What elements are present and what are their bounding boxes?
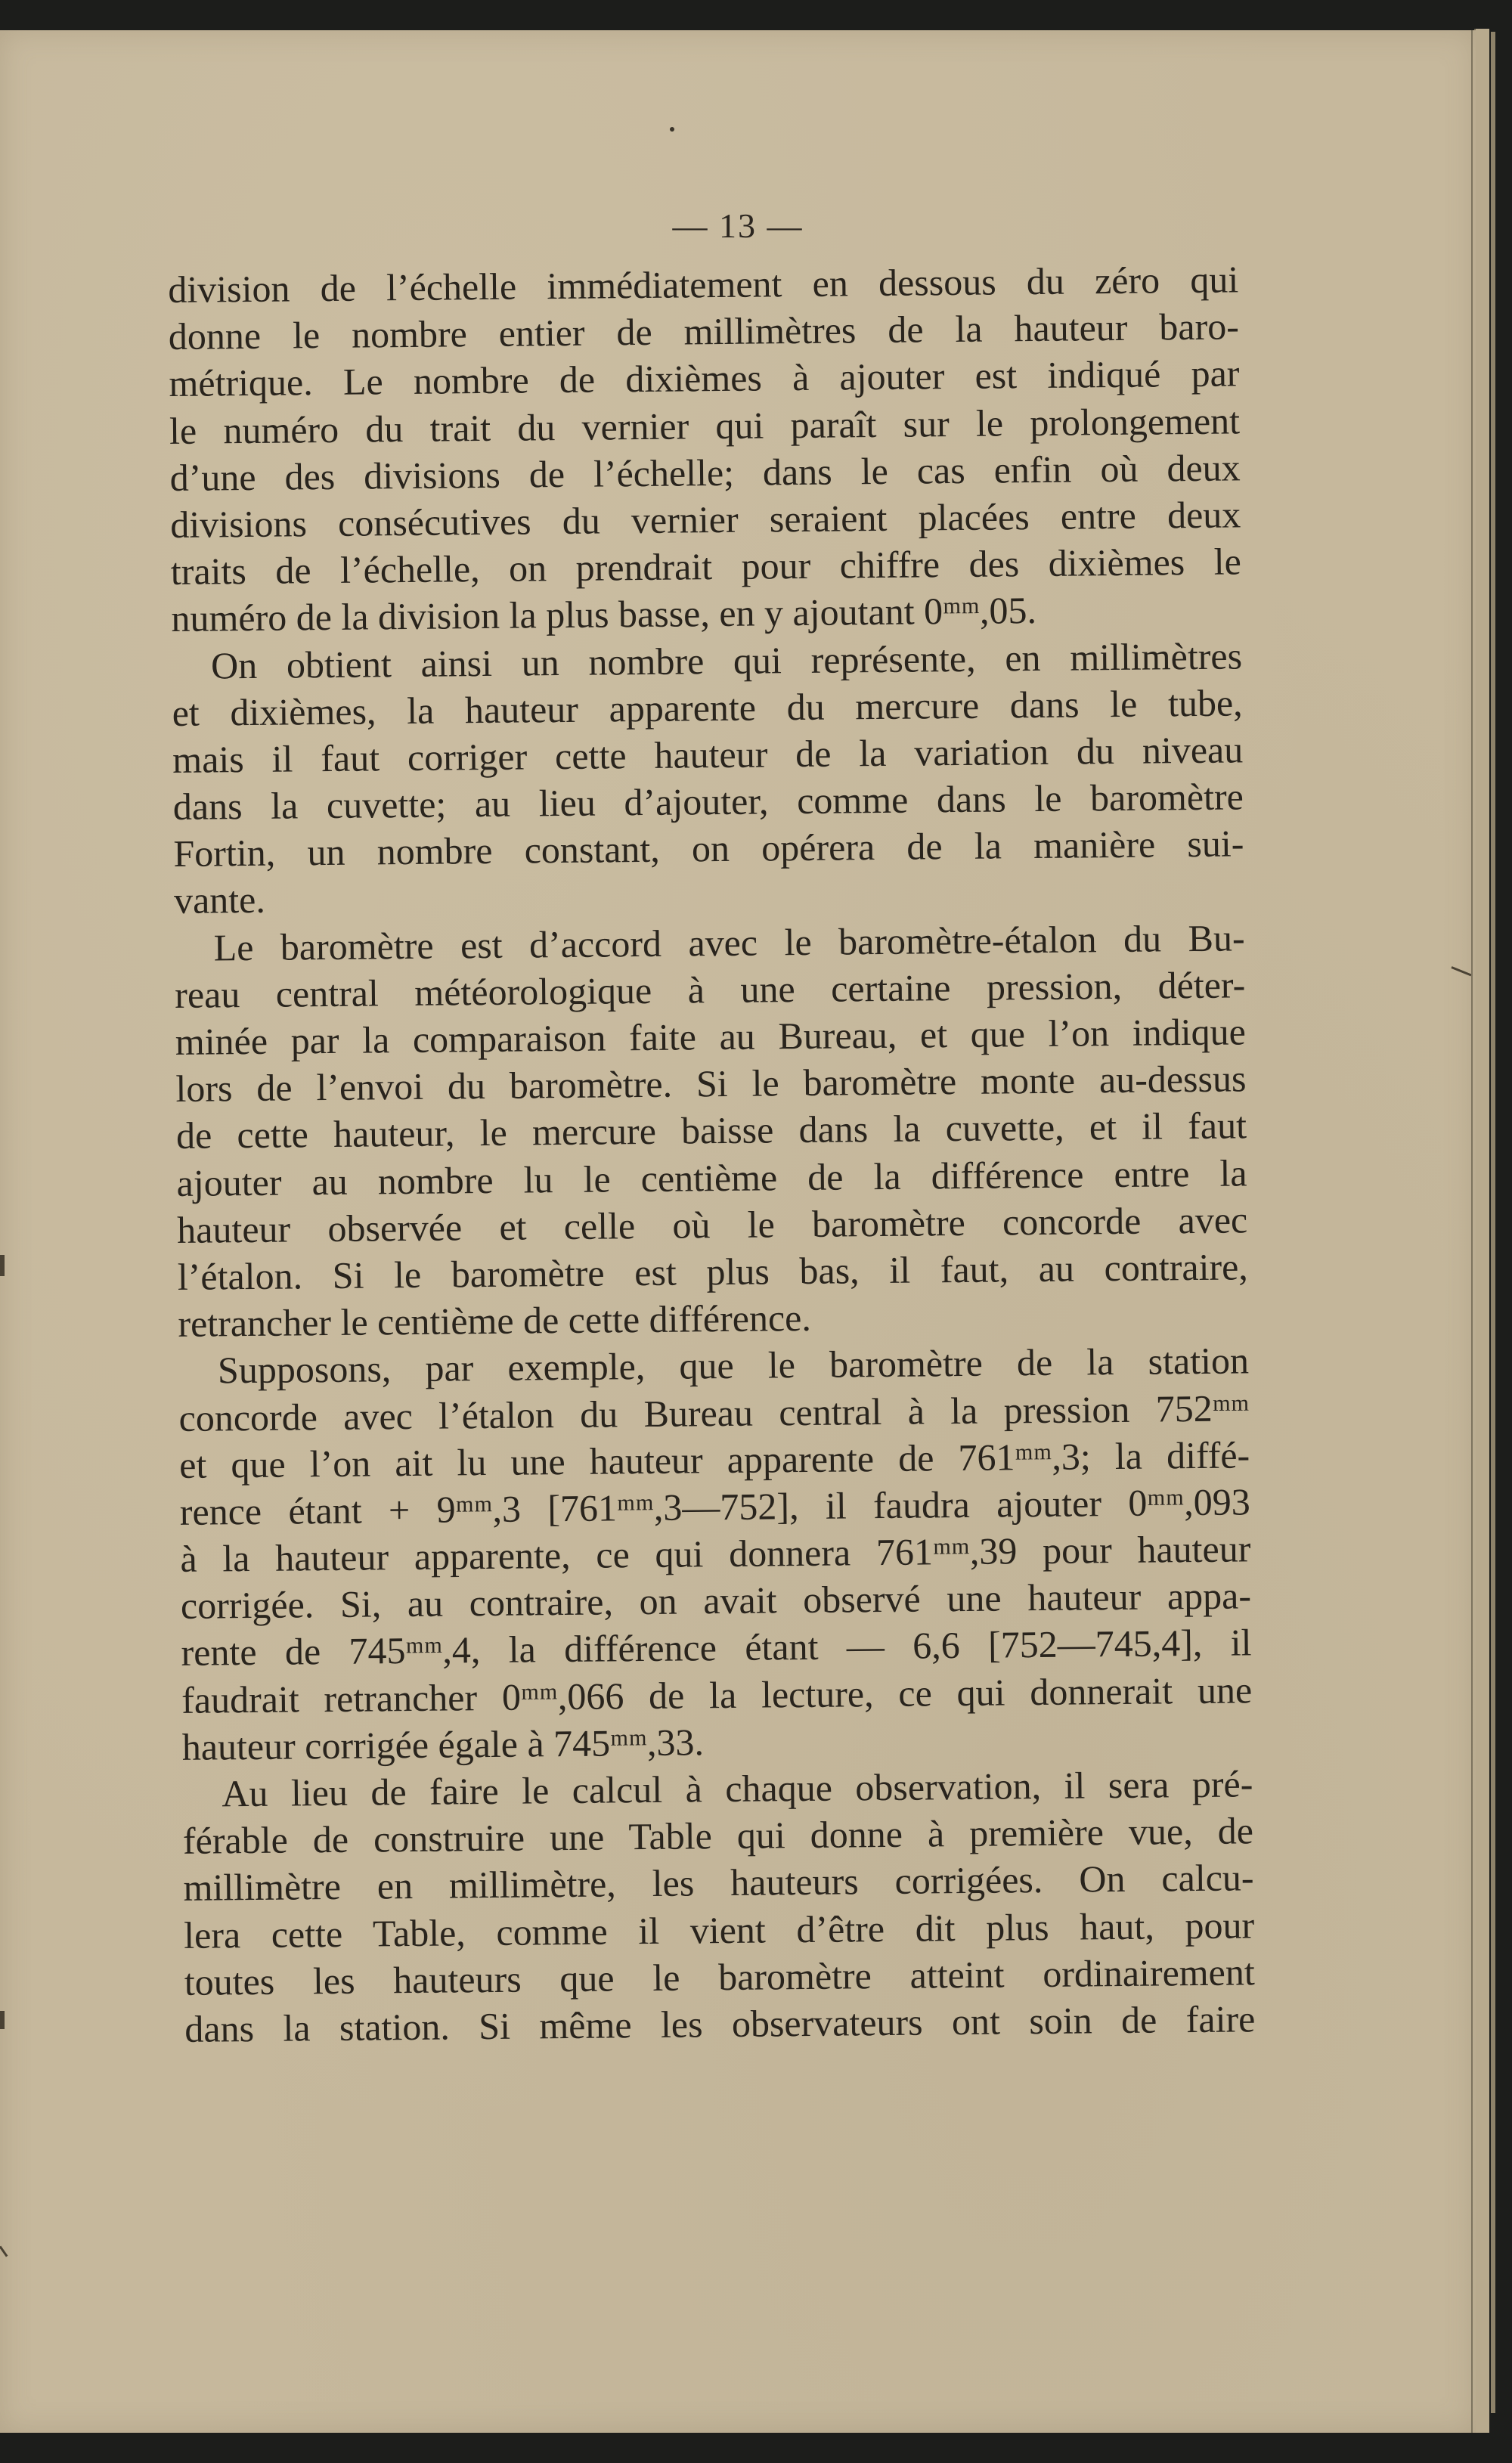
text-line: le numéro du trait du vernier qui paraît sur le prolongement — [169, 398, 1241, 452]
page-number: — 13 — — [672, 206, 804, 245]
text-line: donne le nombre entier de millimètres de la hauteur baro- — [168, 305, 1240, 358]
text-line: dans la cuvette; au lieu d’ajouter, comme dans le baromètre — [172, 775, 1244, 829]
text-line: mais il faut corriger cette hauteur de la variation du niveau — [172, 728, 1244, 781]
text-line: Le baromètre est d’accord avec le baromètre-étalon du Bu- — [213, 915, 1245, 969]
text-line: lera cette Table, comme il vient d’être dit plus haut, pour — [183, 1903, 1255, 1956]
text-line: traits de l’échelle, on prendrait pour chiffre des dixièmes le — [170, 540, 1242, 593]
text-line: et dixièmes, la hauteur apparente du mercure dans le tube, — [172, 681, 1243, 734]
text-line: toutes les hauteurs que le baromètre atteint ordinairement — [184, 1950, 1255, 2003]
body-text — [168, 256, 1256, 2052]
text-line: divisions consécutives du vernier seraient placées entre deux — [170, 493, 1241, 546]
left-margin-mark — [0, 2011, 5, 2029]
text-line: métrique. Le nombre de dixièmes à ajouter est indiqué par — [169, 352, 1240, 405]
text-line: Supposons, par exemple, que le baromètre de la station — [217, 1339, 1250, 1392]
text-line: concorde avec l’étalon du Bureau central à la pression 752ᵐᵐ — [178, 1386, 1250, 1439]
text-line: On obtient ainsi un nombre qui représente, en millimètres — [210, 634, 1243, 686]
text-line: numéro de la division la plus basse, en y ajoutant 0ᵐᵐ,05. — [171, 589, 1037, 640]
text-line: d’une des divisions de l’échelle; dans le cas enfin où deux — [169, 446, 1241, 499]
text-line: vante. — [173, 878, 266, 922]
text-line: corrigée. Si, au contraire, on avait observé une hauteur appa- — [180, 1574, 1252, 1628]
left-margin-mark — [0, 1255, 5, 1276]
text-line: retrancher le centième de cette différence. — [178, 1297, 812, 1346]
text-line: Fortin, un nombre constant, on opérera de la manière sui- — [173, 822, 1244, 875]
text-line: minée par la comparaison faite au Bureau, et que l’on indique — [175, 1010, 1247, 1063]
text-line: division de l’échelle immédiatement en dessous du zéro qui — [168, 258, 1239, 311]
text-line: rence étant + 9ᵐᵐ,3 [761ᵐᵐ,3—752], il faudra ajouter 0ᵐᵐ,093 — [179, 1480, 1251, 1533]
left-margin-mark — [0, 2246, 8, 2257]
text-line: hauteur corrigée égale à 745ᵐᵐ,33. — [181, 1721, 705, 1768]
ink-speck — [670, 127, 674, 132]
margin-pencil-mark — [1451, 966, 1471, 976]
text-line: hauteur observée et celle où le baromètre concorde avec — [176, 1198, 1248, 1251]
text-line: à la hauteur apparente, ce qui donnera 761ᵐᵐ,39 pour hauteur — [180, 1527, 1251, 1580]
text-line: l’étalon. Si le baromètre est plus bas, il faut, au contraire, — [177, 1245, 1249, 1298]
text-line: rente de 745ᵐᵐ,4, la différence étant — 6,6 [752—745,4], il — [181, 1621, 1252, 1675]
text-line: férable de construire une Table qui donne à première vue, de — [182, 1809, 1254, 1863]
underlying-page-edge — [1474, 29, 1489, 2433]
text-line: millimètre en millimètre, les hauteurs corrigées. On calcu- — [183, 1856, 1254, 1910]
text-line: de cette hauteur, le mercure baisse dans la cuvette, et il faut — [175, 1104, 1247, 1157]
page-edge-line — [1471, 30, 1473, 2433]
text-line: reau central météorologique à une certaine pression, déter- — [174, 963, 1246, 1016]
text-line: Au lieu de faire le calcul à chaque observation, il sera pré- — [222, 1762, 1253, 1815]
text-line: dans la station. Si même les observateurs ont soin de faire — [184, 1997, 1256, 2050]
text-line: ajouter au nombre lu le centième de la différence entre la — [176, 1151, 1247, 1204]
text-line: lors de l’envoi du baromètre. Si le baromètre monte au-dessus — [175, 1057, 1247, 1111]
text-line: et que l’on ait lu une hauteur apparente de 761ᵐᵐ,3; la diffé- — [178, 1433, 1250, 1486]
text-line: faudrait retrancher 0ᵐᵐ,066 de la lecture, ce qui donnerait une — [181, 1668, 1253, 1721]
underlying-page-edge-shadow — [1491, 32, 1495, 2413]
